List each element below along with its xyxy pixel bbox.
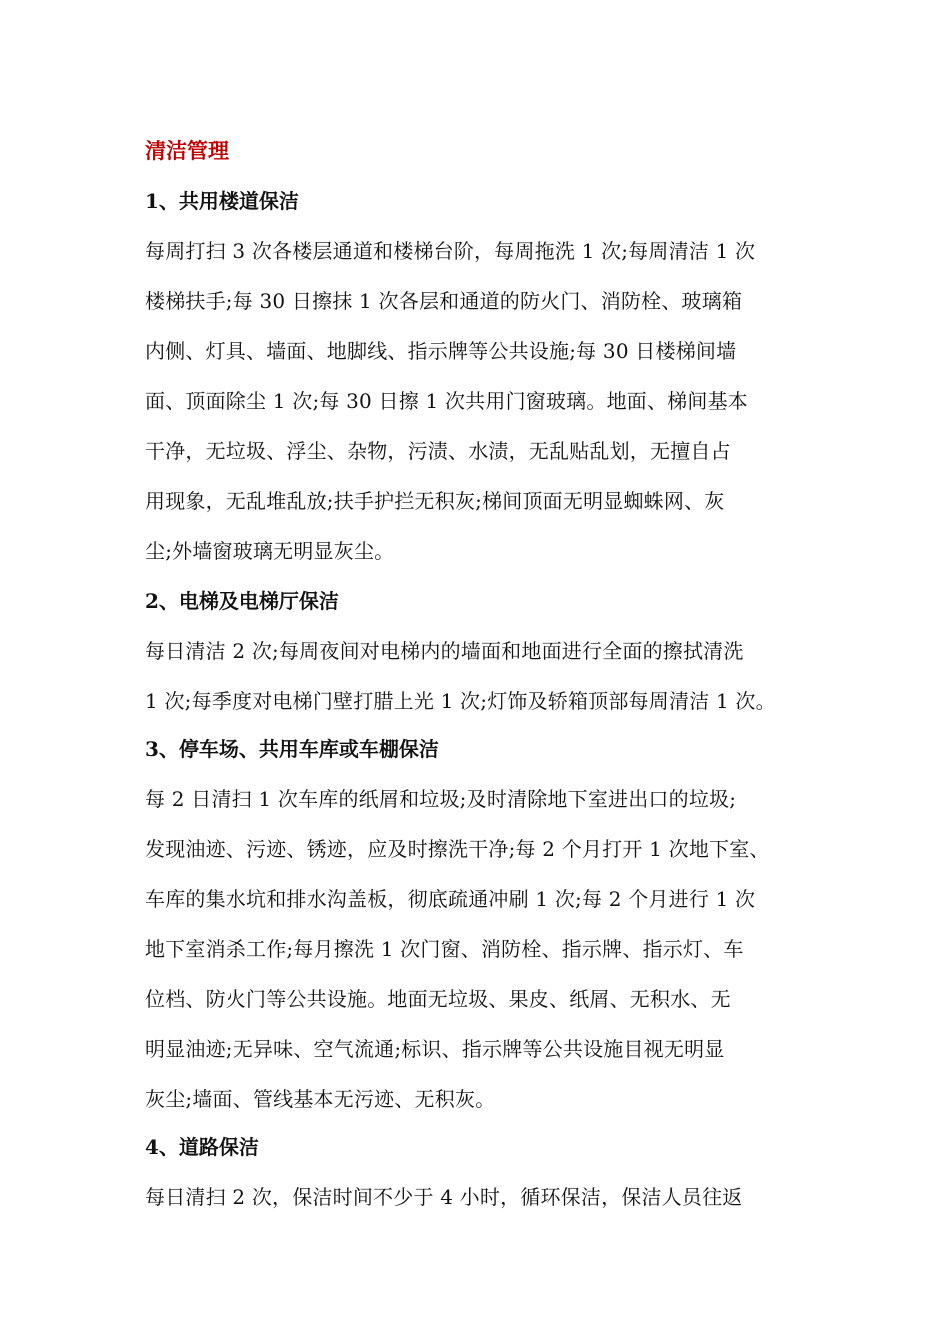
paragraph-line: 内侧、灯具、墙面、地脚线、指示牌等公共设施;每 30 日楼梯间墙: [145, 339, 737, 363]
section-heading-3: 3、停车场、共用车库或车棚保洁: [145, 737, 439, 761]
paragraph-line: 面、顶面除尘 1 次;每 30 日擦 1 次共用门窗玻璃。地面、梯间基本: [145, 389, 748, 413]
section-heading-4: 4、道路保洁: [145, 1135, 259, 1159]
paragraph-line: 发现油迹、污迹、锈迹，应及时擦洗干净;每 2 个月打开 1 次地下室、: [145, 837, 770, 861]
paragraph-line: 每日清扫 2 次，保洁时间不少于 4 小时，循环保洁，保洁人员往返: [145, 1185, 743, 1209]
paragraph-line: 楼梯扶手;每 30 日擦抹 1 次各层和通道的防火门、消防栓、玻璃箱: [145, 289, 743, 313]
paragraph-line: 1 次;每季度对电梯门壁打腊上光 1 次;灯饰及轿箱顶部每周清洁 1 次。: [145, 689, 776, 713]
paragraph-line: 尘;外墙窗玻璃无明显灰尘。: [145, 539, 395, 563]
paragraph-line: 每周打扫 3 次各楼层通道和楼梯台阶，每周拖洗 1 次;每周清洁 1 次: [145, 239, 756, 263]
paragraph-line: 车库的集水坑和排水沟盖板，彻底疏通冲刷 1 次;每 2 个月进行 1 次: [145, 887, 756, 911]
paragraph-line: 干净，无垃圾、浮尘、杂物，污渍、水渍，无乱贴乱划，无擅自占: [145, 439, 731, 463]
document-title: 清洁管理: [145, 138, 229, 163]
paragraph-line: 灰尘;墙面、管线基本无污迹、无积灰。: [145, 1087, 496, 1111]
section-heading-2: 2、电梯及电梯厅保洁: [145, 589, 339, 613]
paragraph-line: 每 2 日清扫 1 次车库的纸屑和垃圾;及时清除地下室进出口的垃圾;: [145, 787, 737, 811]
paragraph-line: 位档、防火门等公共设施。地面无垃圾、果皮、纸屑、无积水、无: [145, 987, 731, 1011]
paragraph-line: 明显油迹;无异味、空气流通;标识、指示牌等公共设施目视无明显: [145, 1037, 725, 1061]
paragraph-line: 用现象，无乱堆乱放;扶手护拦无积灰;梯间顶面无明显蜘蛛网、灰: [145, 489, 725, 513]
paragraph-line: 每日清洁 2 次;每周夜间对电梯内的墙面和地面进行全面的擦拭清洗: [145, 639, 744, 663]
section-heading-1: 1、共用楼道保洁: [145, 189, 299, 213]
paragraph-line: 地下室消杀工作;每月擦洗 1 次门窗、消防栓、指示牌、指示灯、车: [145, 937, 744, 961]
